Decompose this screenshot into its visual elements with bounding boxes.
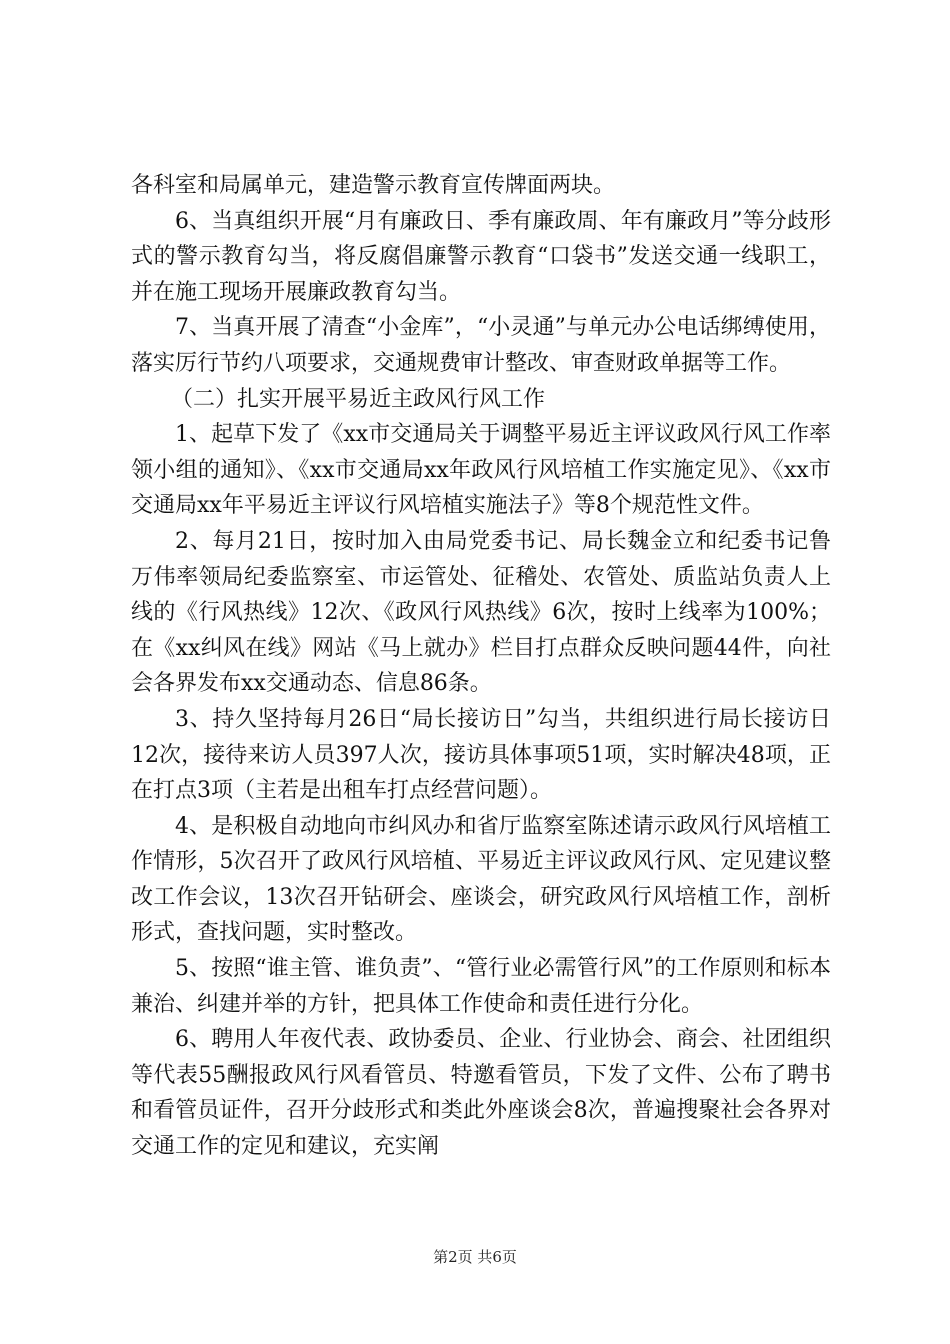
page-footer: 第2页 共6页 <box>433 1248 517 1266</box>
section-heading: （二）扎实开展平易近主政风行风工作 <box>171 386 546 412</box>
paragraph-item-3: 3、持久坚持每月26日“局长接访日”勾当，共组织进行局长接访日12次，接待来访人员397人次，接访具体事项51项，实时解决48项，正在打点3项（主若是出租车打点经营问题）。 <box>131 706 831 804</box>
paragraph-item-4: 4、是积极自动地向市纠风办和省厅监察室陈述请示政风行风培植工作情形，5次召开了政风行风培植、平易近主评议政风行风、定见建议整改工作会议，13次召开钻研会、座谈会，研究政风行风培植工作，剖析形式，查找问题，实时整改。 <box>131 813 831 946</box>
document-body <box>131 168 831 1165</box>
paragraph-item-6: 6、当真组织开展“月有廉政日、季有廉政周、年有廉政月”等分歧形式的警示教育勾当，将反腐倡廉警示教育“口袋书”发送交通一线职工，并在施工现场开展廉政教育勾当。 <box>131 208 831 305</box>
paragraph-item-2: 2、每月21日，按时加入由局党委书记、局长魏金立和纪委书记鲁万伟率领局纪委监察室、市运管处、征稽处、农管处、质监站负责人上线的《行风热线》12次、《政风行风热线》6次，按时上线率为100%；在《xx纠风在线》网站《马上就办》栏目打点群众反映问题44件，向社会各界发布xx交通动态、信息86条。 <box>131 528 831 697</box>
paragraph-continuation: 各科室和局属单元，建造警示教育宣传牌面两块。 <box>131 173 616 198</box>
paragraph-item-5: 5、按照“谁主管、谁负责”、“管行业必需管行风”的工作原则和标本兼治、纠建并举的方针，把具体工作使命和责任进行分化。 <box>131 956 831 1017</box>
paragraph-item-1: 1、起草下发了《xx市交通局关于调整平易近主评议政风行风工作率领小组的通知》、《xx市交通局xx年政风行风培植工作实施定见》、《xx市交通局xx年平易近主评议行风培植实施法子》等8个规范性文件。 <box>131 422 831 519</box>
paragraph-item-7: 7、当真开展了清查“小金库”，“小灵通”与单元办公电话绑缚使用，落实厉行节约八项要求，交通规费审计整改、审查财政单据等工作。 <box>131 315 831 376</box>
paragraph-item-6b: 6、聘用人年夜代表、政协委员、企业、行业协会、商会、社团组织等代表55酬报政风行风看管员、特邀看管员，下发了文件、公布了聘书和看管员证件，召开分歧形式和类此外座谈会8次，普遍搜聚社会各界对交通工作的定见和建议，充实阐 <box>131 1027 831 1160</box>
